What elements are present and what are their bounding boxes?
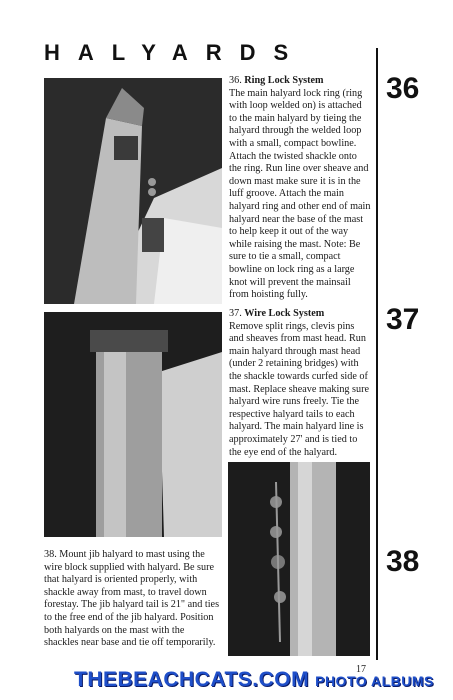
step-36-body: The main halyard lock ring (ring with loop welded on) is attached to the main halyard by tieing the halyard through the welded loop with a small, compact bowline. Attach the twisted shackle onto the ring. Run line over sheave and down mast make sure it is in the luff groove. Attach the main halyard ring and other end of main halyard near the base of the mast to help keep it out of the way while raising the mast. Note: Be sure to tie a small, compact bowline on lock ring as a large knot will prevent the mainsail from hoisting fully. bbox=[229, 87, 371, 301]
ring-lock-illustration bbox=[44, 78, 222, 304]
step-38-label: 38. bbox=[44, 549, 57, 560]
step-37-text bbox=[229, 308, 371, 459]
step-37-label: 37. bbox=[229, 308, 242, 319]
step-number-37: 37 bbox=[386, 303, 420, 336]
step-36-heading: Ring Lock System bbox=[244, 75, 324, 86]
step-38-text bbox=[44, 549, 220, 650]
step-36-text bbox=[229, 75, 371, 302]
step-number-36: 36 bbox=[386, 72, 420, 105]
wire-lock-illustration bbox=[44, 312, 222, 537]
jib-halyard-illustration bbox=[228, 462, 370, 656]
photo-wire-lock bbox=[44, 312, 222, 537]
watermark-banner bbox=[74, 668, 434, 692]
photo-ring-lock bbox=[44, 78, 222, 304]
watermark-sub: PHOTO ALBUMS bbox=[315, 673, 434, 689]
watermark-site: THEBEACHCATS.COM bbox=[74, 668, 310, 691]
page-title: HALYARDS bbox=[44, 40, 307, 65]
step-36-label: 36. bbox=[229, 75, 242, 86]
photo-jib-halyard bbox=[228, 462, 370, 656]
step-number-38: 38 bbox=[386, 545, 420, 578]
step-37-body: Remove split rings, clevis pins and sheaves from mast head. Run main halyard through mast head (under 2 retaining bridges) with the shackle towards curfed side of mast. Replace sheave making sure halyard wire runs freely. Tie the respective halyard tails to each halyard. The main halyard line is approximately 27' and is tied to the eye end of the halyard. bbox=[229, 320, 370, 458]
page-number: 17 bbox=[356, 664, 366, 675]
step-38-body: Mount jib halyard to mast using the wire block supplied with halyard. Be sure that halyard is oriented properly, with shackle away from mast, to travel down forestay. The jib halyard tail is 21" and ties to the free end of the jib halyard. Position both halyards on the mast with the shackles near base and tie off temporarily. bbox=[44, 549, 220, 649]
vertical-rule bbox=[376, 48, 378, 660]
step-37-heading: Wire Lock System bbox=[244, 308, 325, 319]
